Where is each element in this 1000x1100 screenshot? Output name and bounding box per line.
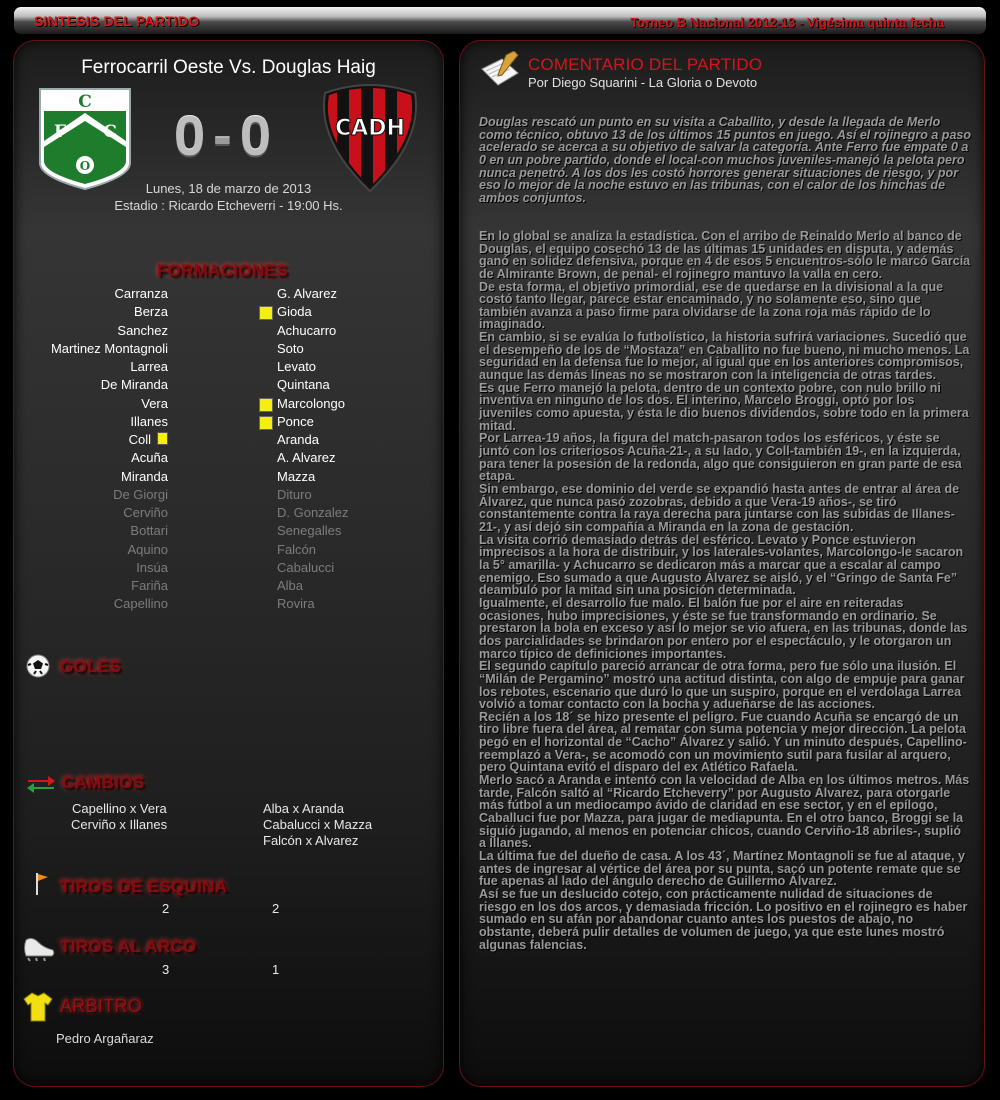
match-commentary-panel [459, 40, 985, 1087]
home-sub-player [14, 541, 168, 559]
home-starter-player [14, 322, 168, 340]
scoreboard [174, 103, 279, 168]
article-paragraph: En cambio, si se evalúa lo futbolístico, la historia sufrirá variaciones. Sucedió que el desempeño de los de “Mostaza” en Caballito no fue bueno, ni mucho menos. La seguridad en la defensa fue lo mejor, al igual que en los anteriores compromisos, aunque las demás líneas no se mostraron con la inteligencia de otras tardes. [479, 330, 970, 383]
corners-home: 2 [162, 901, 170, 916]
player-name: Vera [141, 395, 168, 411]
comment-author: Por Diego Squarini - La Gloria o Devoto [528, 75, 758, 90]
player-name: Insúa [136, 559, 168, 575]
home-substitution-1: Capellino x Vera [72, 801, 167, 816]
home-sub-player [14, 486, 168, 504]
referee-shirt-icon [22, 991, 54, 1028]
home-starter-player [14, 413, 168, 431]
match-venue: Estadio : Ricardo Etcheverri - 19:00 Hs. [114, 198, 343, 213]
arco-heading: TIROS AL ARCO [60, 937, 197, 956]
player-name: Martinez Montagnoli [50, 340, 168, 356]
home-starter-player [14, 285, 168, 303]
svg-text:F: F [53, 122, 67, 142]
player-name: De Miranda [100, 377, 168, 393]
away-starter-player: Gioda [277, 304, 312, 320]
player-name: Cerviño [123, 505, 168, 520]
home-sub-player [14, 577, 168, 595]
home-starter-player [14, 376, 168, 394]
goles-heading: GOLES [60, 657, 122, 676]
away-substitution-1: Alba x Aranda [263, 801, 344, 816]
article-paragraph: Por Larrea-19 años, la figura del match-pasaron todos los esféricos, y éste se juntó con los criteriosos Acuña-21-, a su lado, y Coll-también 19-, en la izquierda, para tener la posesión de la redonda, algo que consiguieron en gran parte de esa etapa. [479, 431, 962, 484]
away-sub-player: D. Gonzalez [277, 505, 349, 520]
player-name: Illanes [130, 413, 168, 429]
section-title: SINTESIS DEL PARTIDO [34, 13, 200, 29]
article-paragraph: Es que Ferro manejó la pelota, dentro de un contexto pobre, con nulo brillo ni inventiva en ninguno de los dos. El interino, Marcelo Broggi, optó por los juveniles como apuesta, y ésta le dio buenos dividendos, sobre todo en la primera mitad. [479, 380, 969, 433]
article-paragraph: La última fue del dueño de casa. A los 43´, Martínez Montagnoli se fue al ataque, y antes de ingresar al vértice del área por su punta, sacó un potente remate que se fue apenas al lado del ángulo derecho de Guillermo Álvarez. [479, 849, 965, 889]
match-summary-panel [13, 40, 444, 1087]
away-sub-player: Senegalles [277, 523, 342, 539]
home-starter-player [14, 358, 168, 376]
home-sub-player [14, 504, 168, 522]
shots-away: 1 [272, 962, 280, 977]
player-name: Bottari [130, 523, 168, 539]
player-name: Acuña [131, 450, 168, 466]
svg-text:O: O [79, 159, 91, 173]
article-body [479, 230, 971, 951]
home-starter-player [14, 468, 168, 486]
away-sub-player: Dituro [277, 486, 312, 502]
article-paragraph: Merlo sacó a Aranda e intentó con la velocidad de Alba en los últimos metros. Más tarde, Falcón saltó al “Ricardo Etcheverry” por Augusto Álvarez, para otorgarle más fútbol a un mediocampo ávido de claridad en ese sector, y en el epílogo, Caballuci fue por Mazza, para jugar de mediapunta. En el otro banco, Broggi se la siguió jugando, al menos en potenciar chicos, cuando Cerviño-18 abriles-, suplió a Illanes. [479, 773, 970, 851]
away-starter-player: G. Alvarez [277, 286, 337, 301]
svg-text:CADH: CADH [335, 116, 405, 141]
home-sub-player [14, 559, 168, 577]
tournament-label: Torneo B Nacional 2012-13 - Vigésima quinta fecha [630, 15, 944, 30]
top-title-bar [14, 7, 986, 34]
player-name: Coll [128, 432, 151, 447]
football-boot-icon [22, 934, 56, 967]
away-starter-player: Marcolongo [277, 395, 345, 411]
away-starter-player: Quintana [277, 377, 330, 393]
player-name: Berza [134, 304, 168, 320]
cambios-heading: CAMBIOS [62, 773, 145, 792]
home-sub-player [14, 595, 168, 613]
home-starter-player [14, 395, 168, 413]
svg-text:C: C [103, 122, 117, 142]
away-starter-player: Achucarro [277, 322, 337, 338]
away-substitution-3: Falcón x Alvarez [263, 833, 359, 848]
article-paragraph: En lo global se analiza la estadística. Con el arribo de Reinaldo Merlo al banco de Douglas, el equipo cosechó 13 de las últimas 15 unidades en disputa, y además ganó en solidez defensiva, porque en 4 de esos 5 encuentros-sólo le marcó García de Almirante Brown, de penal- el rojinegro mantuvo la valla en cero. [479, 228, 971, 281]
svg-text:C: C [78, 92, 92, 112]
arbitro-heading: ARBITRO [60, 996, 143, 1016]
away-starter-player: Levato [277, 359, 317, 374]
esquina-heading: TIROS DE ESQUINA [60, 877, 228, 896]
home-starter-player [14, 431, 168, 449]
away-lineup [277, 285, 437, 614]
yellow-card-icon [259, 398, 273, 412]
home-substitution-2: Cerviño x Illanes [71, 817, 168, 832]
player-name: Fariña [131, 578, 168, 593]
away-sub-player: Falcón [277, 541, 317, 557]
match-date: Lunes, 18 de marzo de 2013 [145, 181, 312, 196]
home-starter-player [14, 340, 168, 358]
player-name: Miranda [121, 468, 168, 484]
home-sub-player [14, 522, 168, 540]
home-score: 0 [174, 104, 214, 167]
player-name: Carranza [114, 286, 168, 301]
home-starter-player [14, 449, 168, 467]
article-paragraph: Así se fue un deslucido cotejo, con prácticamente nulidad de situaciones de riesgo en los dos arcos, y demasiada fricción. Lo positivo en el rojinegro es haber sumado en su afán por abandonar cuanto antes los puestos de abajo, no obstante, deberá pulir detalles de volumen de juego, ya que este lunes mostró algunas falencias. [479, 887, 968, 952]
referee-name: Pedro Argañaraz [56, 1031, 154, 1046]
article-paragraph: Sin embargo, ese dominio del verde se expandió hasta antes de entrar al área de Álvarez, que nunca pasó zozobras, debido a que Vera-19 años-, se tiró constantemente contra la raya derecha para juntarse con las subidas de Illanes-21-, y así dejó sin compañía a Miranda en la zona de gestación. [479, 482, 960, 534]
match-title: Ferrocarril Oeste Vs. Douglas Haig [81, 57, 376, 78]
corners-away: 2 [272, 901, 280, 916]
substitution-arrows-icon [26, 775, 56, 798]
shots-home: 3 [162, 962, 170, 977]
article-paragraph: Igualmente, el desarrollo fue malo. El balón fue por el aire en reiteradas ocasiones, hubo imprecisiones, y éste se fue transformando en ordinario. Se prestaron la bola en exceso y así lo mejor se vio afuera, en las tribunas, donde las dos parcialidades se brindaron por entero por el espectáculo, y le otorgaron un marco típico de definiciones importantes. [479, 595, 968, 661]
player-name: Capellino [113, 596, 168, 612]
article-paragraph: Recién a los 18´ se hizo presente el peligro. Fue cuando Acuña se encargó de un tiro libre fuera del área, al rematar con suma potencia y mejor dirección. La pelota pegó en el horizontal de “Cacho” Álvarez y salió. Y un minuto después, Capellino-reemplazó a Vera-, se acomodó con un movimiento sutil para fusilar al arquero, pero Quintana evitó el disparo del ex Atlético Rafaela. [479, 709, 967, 775]
away-score: 0 [239, 104, 279, 167]
corner-flag-icon [34, 872, 50, 901]
away-starter-player: Mazza [277, 468, 316, 484]
soccer-ball-icon [26, 654, 50, 683]
comment-title: COMENTARIO DEL PARTIDO [528, 55, 763, 74]
away-starter-player: Ponce [277, 413, 314, 429]
article-lead: Douglas rescató un punto en su visita a Caballito, y desde la llegada de Merlo como técnico, obtuvo 13 de los últimos 15 puntos en juego. Así el rojinegro a paso acelerado se acerca a su objetivo de salvar la categoría. Ante Ferro fue empate 0 a 0 en un pobre partido, donde el local-con muchos juveniles-manejó la pelota pero nunca penetró. A los dos les costó horrores generar situaciones de riesgo, y por eso lo mejor de la noche estuvo en las tribunas, con el calor de los hinchas de ambos conjuntos. [479, 115, 971, 205]
article-paragraph: El segundo capítulo pareció arrancar de otra forma, pero fue sólo una ilusión. El “Milán de Pergamino” mostró una actitud distinta, con algo de empuje para ganar los rebotes, escenario que duró lo que un suspiro, porque en el verdolaga Larrea volvió a tomar contacto con la bocha y adueñarse de las acciones. [479, 659, 965, 712]
player-name: Larrea [130, 359, 168, 374]
away-starter-player: Soto [277, 340, 304, 356]
away-substitution-2: Cabalucci x Mazza [263, 817, 373, 832]
away-sub-player: Cabalucci [277, 559, 335, 575]
formaciones-heading: FORMACIONES [157, 261, 288, 280]
score-separator: - [213, 104, 240, 167]
yellow-card-icon [259, 416, 273, 430]
player-name: Aquino [127, 541, 168, 557]
away-sub-player: Rovira [277, 596, 315, 612]
away-sub-player: Alba [277, 578, 304, 593]
home-lineup [14, 285, 168, 614]
article-paragraph: De esta forma, el objetivo primordial, ese de quedarse en la divisional a la que costó tanto llegar, parece estar encaminado, y no solamente eso, sino que también avanza a paso firme para olvidarse de la zona roja más rápido de lo imaginado. [479, 279, 944, 332]
away-starter-player: A. Alvarez [277, 450, 336, 466]
notepad-pencil-icon [478, 51, 522, 96]
yellow-card-icon [157, 432, 168, 445]
player-name: De Giorgi [113, 486, 168, 502]
yellow-card-icon [259, 306, 273, 320]
match-article [479, 116, 971, 951]
article-paragraph: La visita corrió demasiado detrás del esférico. Levato y Ponce estuvieron imprecisos a la hora de distribuir, y los laterales-volantes, Marcolongo-le sacaron la 5° amarilla- y Achucarro se dedicaron más a marcar que a escalar al campo enemigo. Eso sumado a que Augusto Álvarez se aisló, y el “Gringo de Santa Fe” deambuló por la mitad sin una posición determinada. [479, 532, 964, 598]
away-starter-player: Aranda [277, 432, 319, 447]
home-starter-player [14, 303, 168, 321]
player-name: Sanchez [117, 322, 168, 338]
